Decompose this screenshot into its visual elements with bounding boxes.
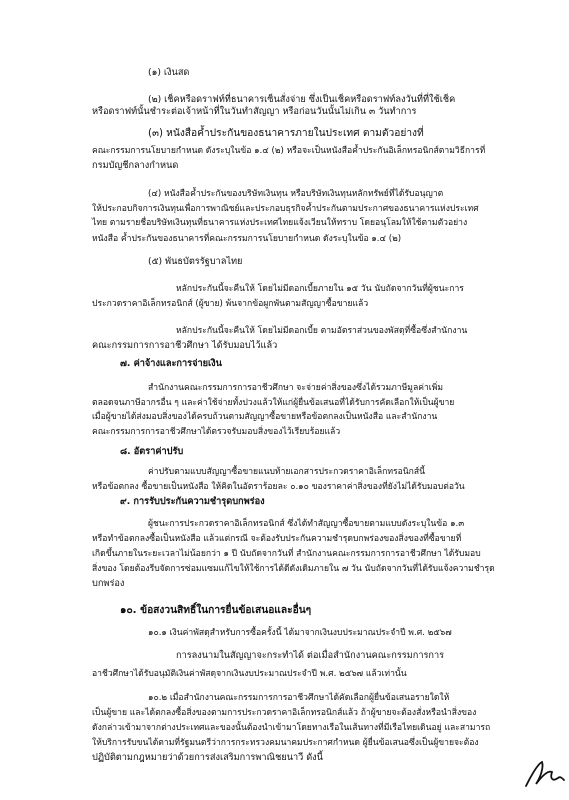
section-heading: ๑๐. ข้อสงวนสิทธิ์ในการยื่นข้อเสนอและอื่นๆ (120, 605, 312, 616)
text-line: เมื่อผู้ขายได้ส่งมอบสิ่งของได้ครบถ้วนตามสัญญาซื้อขายหรือข้อตกลงเป็นหนังสือ และสำนักงาน (92, 412, 438, 422)
text-line: (๒) เช็คหรือดราฟท์ที่ธนาคารเซ็นสั่งจ่าย ซึ่งเป็นเช็คหรือดราฟท์ลงวันที่ที่ใช้เช็ค (148, 94, 456, 105)
text-line: กรมบัญชีกลางกำหนด (92, 160, 179, 171)
text-line: ให้บริการรับขนได้ตามที่รัฐมนตรีว่าการกระทรวงคมนาคมประกาศกำหนด ผู้ยื่นข้อเสนอซึ่งเป็นผู้ขายจะต้อง (92, 738, 479, 748)
text-line: หนังสือ ค้ำประกันของธนาคารที่คณะกรรมการนโยบายกำหนด ดังระบุในข้อ ๑.๔ (๒) (92, 234, 402, 244)
text-line: ดังกล่าวเข้ามาจากต่างประเทศและของนั้นต้องนำเข้ามาโดยทางเรือในเส้นทางที่มีเรือไทยเดินอยู่ และสามารถ (92, 723, 491, 733)
text-line: ปฏิบัติตามกฎหมายว่าด้วยการส่งเสริมการพาณิชยนาวี ดังนี้ (92, 752, 323, 763)
text-line: เกิดขึ้นภายในระยะเวลาไม่น้อยกว่า ๑ ปี นับถัดจากวันที่ สำนักงานคณะกรรมการการอาชีวศึกษา ได้รับมอบ (92, 549, 481, 559)
text-line: การลงนามในสัญญาจะกระทำได้ ต่อเมื่อสำนักงานคณะกรรมการการ (176, 650, 445, 661)
signature-mark (522, 756, 566, 792)
text-line: ๑๐.๑ เงินค่าพัสดุสำหรับการซื้อครั้งนี้ ได้มาจากเงินงบประมาณประจำปี พ.ศ. ๒๕๖๗ (148, 628, 452, 638)
section-heading: ๗. ค่าจ้างและการจ่ายเงิน (120, 358, 222, 369)
text-line: หลักประกันนี้จะคืนให้ โดยไม่มีดอกเบี้ยภายใน ๑๕ วัน นับถัดจากวันที่ผู้ชนะการ (176, 284, 464, 294)
text-line: คณะกรรมการการอาชีวศึกษา ได้รับมอบไว้แล้ว (92, 340, 278, 351)
text-line: ประกวดราคาอิเล็กทรอนิกส์ (ผู้ขาย) พ้นจากข้อผูกพันตามสัญญาซื้อขายแล้ว (92, 299, 369, 309)
text-line: (๓) หนังสือค้ำประกันของธนาคารภายในประเทศ ตามตัวอย่างที่ (148, 128, 424, 139)
text-line: (๑) เงินสด (148, 67, 190, 78)
text-line: หรือทำข้อตกลงซื้อเป็นหนังสือ แล้วแต่กรณี จะต้องรับประกันความชำรุดบกพร่องของสิ่งของที่ซื้อขายที่ (92, 534, 462, 544)
text-line: คณะกรรมการการอาชีวศึกษาได้ตรวจรับมอบสิ่งของไว้เรียบร้อยแล้ว (92, 427, 341, 437)
text-line: ให้ประกอบกิจการเงินทุนเพื่อการพาณิชย์และประกอบธุรกิจค้ำประกันตามประกาศของธนาคารแห่งประเทศ (92, 204, 479, 214)
text-line: อาชีวศึกษาได้รับอนุมัติเงินค่าพัสดุจากเงินงบประมาณประจำปี พ.ศ. ๒๕๖๗ แล้วเท่านั้น (92, 669, 407, 679)
text-line: ไทย ตามรายชื่อบริษัทเงินทุนที่ธนาคารแห่งประเทศไทยแจ้งเวียนให้ทราบ โดยอนุโลมให้ใช้ตามตัวอย่าง (92, 218, 468, 228)
text-line: ๑๐.๒ เมื่อสำนักงานคณะกรรมการการอาชีวศึกษาได้คัดเลือกผู้ยื่นข้อเสนอรายใดให้ (148, 693, 450, 703)
text-line: หรือดราฟท์นั้นชำระต่อเจ้าหน้าที่ในวันทำสัญญา หรือก่อนวันนั้นไม่เกิน ๓ วันทำการ (92, 106, 417, 117)
text-line: (๔) หนังสือค้ำประกันของบริษัทเงินทุน หรือบริษัทเงินทุนหลักทรัพย์ที่ได้รับอนุญาต (148, 189, 444, 199)
text-line: คณะกรรมการนโยบายกำหนด ดังระบุในข้อ ๑.๔ (๒) หรือจะเป็นหนังสือค้ำประกันอิเล็กทรอนิกส์ตามวิธีการที่ (92, 146, 486, 156)
text-line: สิ่งของ โดยต้องรีบจัดการซ่อมแซมแก้ไขให้ใช้การได้ดีดังเดิมภายใน ๗ วัน นับถัดจากวันที่ได้รับแจ้งความชำรุด (92, 564, 495, 574)
section-heading: ๙. การรับประกันความชำรุดบกพร่อง (120, 496, 265, 507)
text-line: หรือข้อตกลง ซื้อขายเป็นหนังสือ ให้คิดในอัตราร้อยละ ๐.๑๐ ของราคาค่าสิ่งของที่ยังไม่ได้รับมอบต่อวัน (92, 482, 465, 492)
text-line: หลักประกันนี้จะคืนให้ โดยไม่มีดอกเบี้ย ตามอัตราส่วนของพัสดุที่ซื้อซึ่งสำนักงาน (176, 326, 468, 336)
text-line: (๕) พันธบัตรรัฐบาลไทย (148, 256, 243, 267)
section-heading: ๘. อัตราค่าปรับ (120, 446, 184, 457)
text-line: ตลอดจนภาษีอากรอื่น ๆ และค่าใช้จ่ายทั้งปวงแล้วให้แก่ผู้ยื่นข้อเสนอที่ได้รับการคัดเลือกให้เป็นผู้ขาย (92, 398, 455, 408)
text-line: ค่าปรับตามแบบสัญญาซื้อขายแนบท้ายเอกสารประกวดราคาอิเล็กทรอนิกส์นี้ (148, 467, 425, 477)
text-line: สำนักงานคณะกรรมการการอาชีวศึกษา จะจ่ายค่าสิ่งของซึ่งได้รวมภาษีมูลค่าเพิ่ม (148, 383, 444, 393)
text-line: เป็นผู้ขาย และได้ตกลงซื้อสิ่งของตามการประกวดราคาอิเล็กทรอนิกส์แล้ว ถ้าผู้ขายจะต้องสั่งหรือนำสิ่งของ (92, 708, 477, 718)
text-line: บกพร่อง (92, 578, 125, 589)
text-line: ผู้ชนะการประกวดราคาอิเล็กทรอนิกส์ ซึ่งได้ทำสัญญาซื้อขายตามแบบดังระบุในข้อ ๑.๓ (148, 519, 465, 529)
